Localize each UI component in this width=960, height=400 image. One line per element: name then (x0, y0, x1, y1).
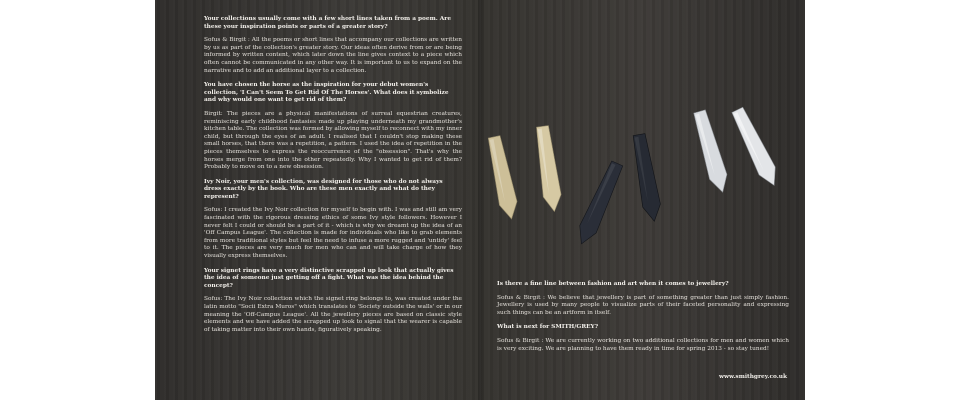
interview-answer: Sofus & Birgit : We believe that jewellery is part of something greater than just simply fashion. Jewellery is used by many people to visualize parts of their faceted personality and expressing such things can be an artform in itself. (497, 294, 789, 316)
interview-answer: Sofus & Birgit : We are currently working on two additional collections for men and women which is very exciting. We are planning to have them ready in time for spring 2013 - so stay tuned! (497, 337, 789, 352)
interview-question: What is next for SMITH/GREY? (497, 324, 599, 331)
interview-answer: Sofus: The Ivy Noir collection which the signet ring belongs to, was created under the latin motto "Socii Extra Muros" which translates to 'Society outside the walls' or in our meaning the 'Off-Campus League'. All the jewellery pieces are based on classic style elements and we have added the scrapped up look to signal that the wearer is capable of taking matter into their own hands, figuratively speaking. (204, 296, 462, 333)
interview-question: Your collections usually come with a few short lines taken from a poem. Are these your inspiration points or parts of a greater story? (204, 16, 452, 30)
collar-stay-4 (630, 133, 663, 223)
collar-stay-5 (691, 109, 731, 195)
collar-stay-1 (485, 135, 520, 221)
interview-question: You have chosen the horse as the inspiration for your debut women's collection, 'I Can't Seem To Get Rid Of The Horses'. What does it symbolize and why would one want to get rid of them? (204, 82, 449, 104)
collar-stays-photo (480, 100, 805, 270)
magazine-spread (155, 0, 805, 400)
collar-stay-3 (573, 160, 625, 248)
website-url: www.smithgrey.co.uk (719, 374, 787, 380)
interview-answer: Sofus: I created the Ivy Noir collection for myself to begin with. I was and still am very fascinated with the rigorous dressing ethics of some Ivy style followers. However I never felt I could or should be a part of it - which is why we dreamt up the idea of an 'Off Campus League'. The collection is made for individuals who like to grab elements from more traditional styles but feel the need to infuse a more rugged and 'untidy' feel to it. The pieces are very much for men who can and will take charge of how they visually express themselves. (204, 207, 462, 260)
interview-question: Ivy Noir, your men's collection, was designed for those who do not always dress exactly by the book. Who are these men exactly and what do they represent? (204, 178, 443, 200)
interview-question: Is there a fine line between fashion and art when it comes to jewellery? (497, 281, 729, 287)
collar-stay-2 (534, 125, 564, 213)
right-page-column (497, 281, 789, 360)
interview-answer: Sofus & Birgit : All the poems or short lines that accompany our collections are written by us as part of the collection's greater story. Our ideas often derive from or are being informed by written content, which later down the line gives context to a piece which often cannot be communicated in any other way. It is important to us to expand on the narrative and to add an additional layer to a collection. (204, 37, 462, 74)
interview-answer: Birgit: The pieces are a physical manifestations of surreal equestrian creatures, reminiscing early childhood fantasies made up playing underneath my grandmother's kitchen table. The collection was formed by allowing myself to reconnect with my inner child, but through the eyes of an adult. I realised that I couldn't stop making these small horses, that there was a repetition, a pattern. I used the idea of repetition in the pieces themselves to express the reoccurrence of the "obsession". That's why the horses merge from one into the other repeatedly. Why I wanted to get rid of them? Probably to move on to a new obsession. (204, 110, 462, 171)
interview-question: Your signet rings have a very distinctive scrapped up look that actually gives the idea of someone just getting off a fight. What was the idea behind the concept? (204, 267, 454, 289)
collar-stay-6 (729, 106, 782, 189)
left-page-column (204, 16, 462, 341)
